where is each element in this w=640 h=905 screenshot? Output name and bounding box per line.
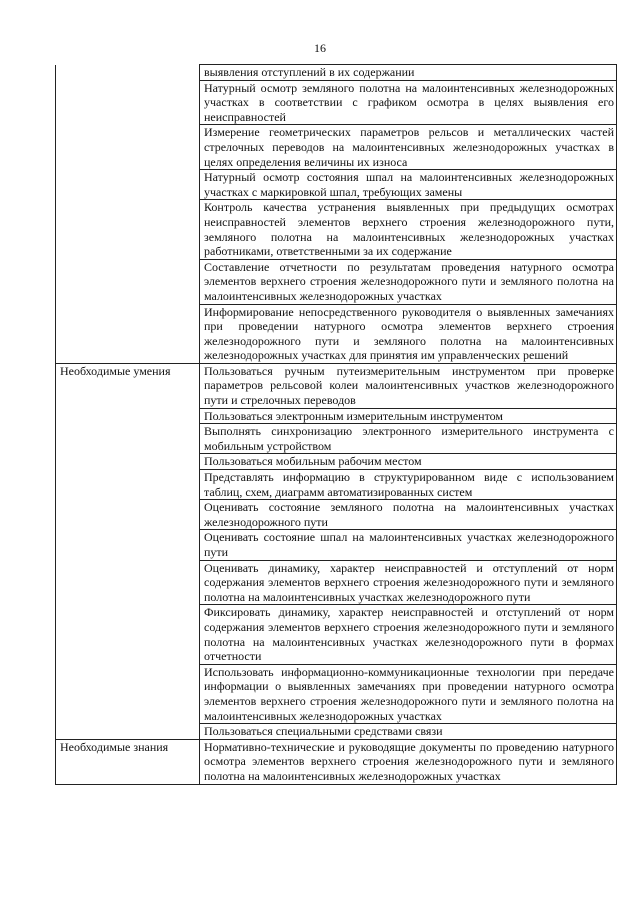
requirement-text: Натурный осмотр состояния шпал на малоинтенсивных железнодорожных участках с маркировкой шпал, требующих замены [200, 170, 617, 200]
section-label: Необходимые умения [56, 363, 200, 739]
requirement-text: Оценивать динамику, характер неисправностей и отступлений от норм содержания элементов верхнего строения железнодорожного пути и земляного полотна на малоинтенсивных участках железнодорожного пути [200, 560, 617, 605]
requirement-text: Пользоваться электронным измерительным инструментом [200, 408, 617, 424]
requirement-text: Пользоваться ручным путеизмерительным инструментом при проверке параметров рельсовой колеи малоинтенсивных участков железнодорожного пути и стрелочных переводов [200, 363, 617, 408]
requirement-text: Выполнять синхронизацию электронного измерительного инструмента с мобильным устройством [200, 424, 617, 454]
requirement-text: Оценивать состояние шпал на малоинтенсивных участках железнодорожного пути [200, 530, 617, 560]
table-row [56, 739, 617, 784]
requirement-text: Пользоваться мобильным рабочим местом [200, 454, 617, 470]
page-number: 16 [314, 41, 326, 55]
requirement-text: Представлять информацию в структурированном виде с использованием таблиц, схем, диаграмм автоматизированных систем [200, 470, 617, 500]
section-label: Необходимые знания [56, 739, 200, 784]
requirement-text: Контроль качества устранения выявленных при предыдущих осмотрах неисправностей элементов верхнего строения железнодорожного пути, земляного полотна на малоинтенсивных железнодорожных участках работниками, ответственными за их содержание [200, 200, 617, 259]
competency-table [55, 64, 617, 785]
requirement-text: Измерение геометрических параметров рельсов и металлических частей стрелочных переводов на малоинтенсивных железнодорожных участках в целях определения величины их износа [200, 125, 617, 170]
requirement-text: Использовать информационно-коммуникационные технологии при передаче информации о выявленных замечаниях при проведении натурного осмотра элементов верхнего строения железнодорожного пути и земляного полотна на малоинтенсивных железнодорожных участках [200, 664, 617, 723]
table-row [56, 363, 617, 408]
requirement-text: Нормативно-технические и руководящие документы по проведению натурного осмотра элементов верхнего строения железнодорожного пути и земляного полотна на малоинтенсивных железнодорожных участках [200, 739, 617, 784]
table-row [56, 65, 617, 81]
requirement-text: Информирование непосредственного руководителя о выявленных замечаниях при проведении натурного осмотра элементов верхнего строения железнодорожного пути и земляного полотна на малоинтенсивных железнодорожных участках для принятия им управленческих решений [200, 304, 617, 363]
requirement-text: Оценивать состояние земляного полотна на малоинтенсивных участках железнодорожного пути [200, 500, 617, 530]
requirement-text: Фиксировать динамику, характер неисправностей и отступлений от норм содержания элементов верхнего строения железнодорожного пути и земляного полотна на малоинтенсивных участках железнодорожного пути в формах отчетности [200, 605, 617, 664]
requirement-text: выявления отступлений в их содержании [200, 65, 617, 81]
requirement-text: Составление отчетности по результатам проведения натурного осмотра элементов верхнего строения железнодорожного пути и земляного полотна на малоинтенсивных железнодорожных участках [200, 259, 617, 304]
requirement-text: Пользоваться специальными средствами связи [200, 724, 617, 740]
requirement-text: Натурный осмотр земляного полотна на малоинтенсивных железнодорожных участках в соответствии с графиком осмотра в целях выявления его неисправностей [200, 80, 617, 125]
section-label [56, 65, 200, 364]
